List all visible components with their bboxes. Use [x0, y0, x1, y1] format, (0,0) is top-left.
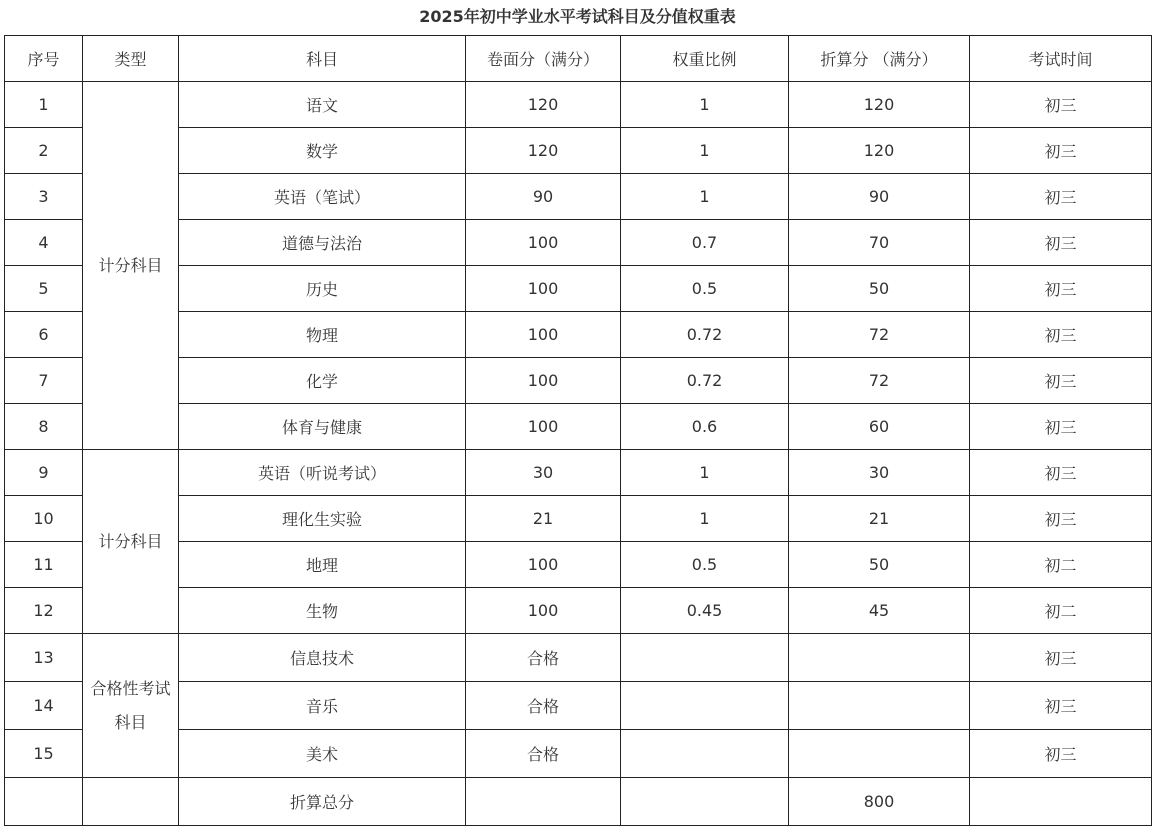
row-weight: 1: [621, 496, 789, 542]
row-score: 90: [466, 174, 621, 220]
row-score: 100: [466, 542, 621, 588]
row-score: 100: [466, 220, 621, 266]
header-row: [5, 36, 1152, 82]
row-time: 初三: [970, 358, 1152, 404]
row-time: 初三: [970, 682, 1152, 730]
row-converted: 120: [789, 128, 970, 174]
row-weight: 0.72: [621, 312, 789, 358]
row-time: 初三: [970, 496, 1152, 542]
row-subject: 地理: [179, 542, 466, 588]
row-weight: 0.7: [621, 220, 789, 266]
row-converted: 120: [789, 82, 970, 128]
total-type-cell: [83, 778, 179, 826]
row-score: 100: [466, 588, 621, 634]
row-score: 合格: [466, 730, 621, 778]
header-cell-weight: 权重比例: [621, 36, 789, 82]
row-no: 2: [5, 128, 83, 174]
type-cell-scored-1: 计分科目: [83, 82, 179, 450]
row-weight: 0.72: [621, 358, 789, 404]
table-row: [5, 82, 1152, 128]
table-title: 2025年初中学业水平考试科目及分值权重表: [419, 7, 736, 26]
row-weight: 1: [621, 128, 789, 174]
row-converted: 90: [789, 174, 970, 220]
row-no: 13: [5, 634, 83, 682]
row-weight: [621, 634, 789, 682]
total-label: 折算总分: [179, 778, 466, 826]
row-score: 合格: [466, 682, 621, 730]
row-weight: 0.5: [621, 542, 789, 588]
row-subject: 生物: [179, 588, 466, 634]
row-subject: 道德与法治: [179, 220, 466, 266]
row-converted: [789, 634, 970, 682]
table-row: [5, 634, 1152, 682]
row-no: 11: [5, 542, 83, 588]
row-subject: 物理: [179, 312, 466, 358]
row-converted: 50: [789, 266, 970, 312]
row-score: 100: [466, 312, 621, 358]
row-no: 7: [5, 358, 83, 404]
row-subject: 英语（笔试）: [179, 174, 466, 220]
row-time: 初三: [970, 730, 1152, 778]
type-cell-pass-fail: 合格性考试科目: [83, 634, 179, 778]
row-time: 初二: [970, 588, 1152, 634]
row-no: 4: [5, 220, 83, 266]
row-subject: 化学: [179, 358, 466, 404]
row-converted: [789, 682, 970, 730]
total-value: 800: [789, 778, 970, 826]
header-cell-time: 考试时间: [970, 36, 1152, 82]
row-weight: 0.6: [621, 404, 789, 450]
table-row: [5, 450, 1152, 496]
header-cell-converted: 折算分 （满分）: [789, 36, 970, 82]
row-subject: 语文: [179, 82, 466, 128]
row-subject: 理化生实验: [179, 496, 466, 542]
type-cell-scored-2: 计分科目: [83, 450, 179, 634]
row-time: 初三: [970, 128, 1152, 174]
row-time: 初三: [970, 220, 1152, 266]
row-score: 120: [466, 128, 621, 174]
row-weight: 1: [621, 174, 789, 220]
row-subject: 音乐: [179, 682, 466, 730]
row-score: 21: [466, 496, 621, 542]
row-time: 初二: [970, 542, 1152, 588]
row-converted: [789, 730, 970, 778]
row-subject: 数学: [179, 128, 466, 174]
total-weight-cell: [621, 778, 789, 826]
row-no: 12: [5, 588, 83, 634]
row-score: 120: [466, 82, 621, 128]
row-converted: 45: [789, 588, 970, 634]
row-converted: 30: [789, 450, 970, 496]
row-no: 3: [5, 174, 83, 220]
row-no: 6: [5, 312, 83, 358]
row-no: 5: [5, 266, 83, 312]
row-score: 30: [466, 450, 621, 496]
row-subject: 历史: [179, 266, 466, 312]
row-converted: 50: [789, 542, 970, 588]
row-weight: 0.45: [621, 588, 789, 634]
row-weight: 0.5: [621, 266, 789, 312]
row-no: 10: [5, 496, 83, 542]
header-cell-score: 卷面分（满分）: [466, 36, 621, 82]
total-row: [5, 778, 1152, 826]
row-subject: 体育与健康: [179, 404, 466, 450]
row-score: 合格: [466, 634, 621, 682]
row-no: 8: [5, 404, 83, 450]
row-time: 初三: [970, 634, 1152, 682]
row-converted: 21: [789, 496, 970, 542]
total-no-cell: [5, 778, 83, 826]
row-converted: 72: [789, 312, 970, 358]
total-score-cell: [466, 778, 621, 826]
row-weight: [621, 682, 789, 730]
row-converted: 72: [789, 358, 970, 404]
row-time: 初三: [970, 404, 1152, 450]
row-converted: 70: [789, 220, 970, 266]
row-score: 100: [466, 358, 621, 404]
row-time: 初三: [970, 450, 1152, 496]
row-no: 9: [5, 450, 83, 496]
total-time-cell: [970, 778, 1152, 826]
row-subject: 信息技术: [179, 634, 466, 682]
row-weight: [621, 730, 789, 778]
header-cell-type: 类型: [83, 36, 179, 82]
row-subject: 英语（听说考试）: [179, 450, 466, 496]
row-score: 100: [466, 404, 621, 450]
row-time: 初三: [970, 82, 1152, 128]
row-weight: 1: [621, 82, 789, 128]
row-no: 1: [5, 82, 83, 128]
row-weight: 1: [621, 450, 789, 496]
row-time: 初三: [970, 174, 1152, 220]
row-time: 初三: [970, 312, 1152, 358]
score-weight-table: [4, 35, 1152, 826]
header-cell-subject: 科目: [179, 36, 466, 82]
row-no: 15: [5, 730, 83, 778]
row-no: 14: [5, 682, 83, 730]
row-score: 100: [466, 266, 621, 312]
row-subject: 美术: [179, 730, 466, 778]
row-converted: 60: [789, 404, 970, 450]
row-time: 初三: [970, 266, 1152, 312]
header-cell-no: 序号: [5, 36, 83, 82]
